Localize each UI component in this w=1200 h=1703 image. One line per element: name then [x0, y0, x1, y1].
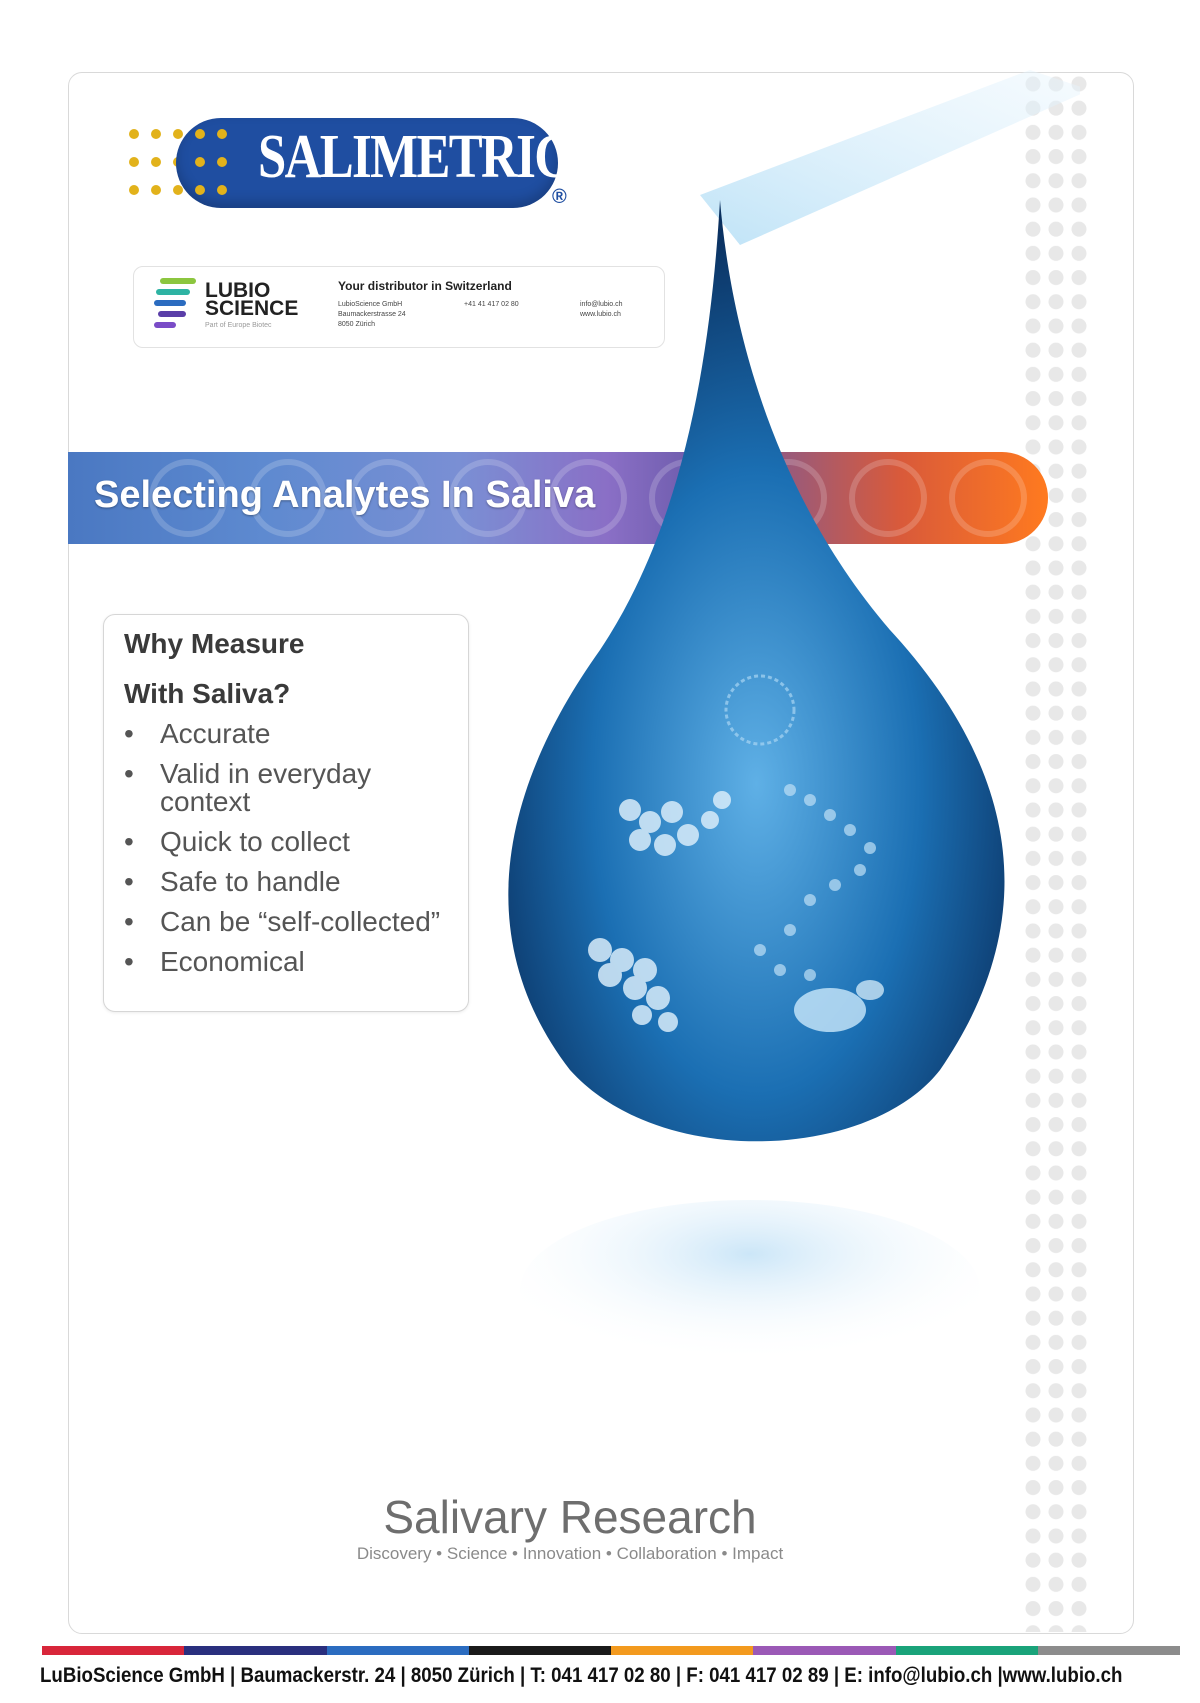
- footer-color-bar: [42, 1646, 1180, 1655]
- distributor-phone: +41 41 417 02 80: [464, 301, 519, 308]
- saliva-drop-illustration: [490, 70, 1080, 1400]
- color-bar-segment: [184, 1646, 326, 1655]
- bullet-icon: •: [124, 946, 134, 977]
- benefits-list: [120, 720, 460, 988]
- info-heading-line2: With Saliva?: [124, 678, 291, 709]
- bullet-icon: •: [124, 718, 134, 749]
- list-item: [120, 760, 460, 816]
- distributor-web-link[interactable]: www.lubio.ch: [580, 311, 621, 318]
- list-item-label: Valid in everyday context: [160, 758, 372, 817]
- address-line: Baumackerstrasse 24: [338, 311, 406, 318]
- banner-title: Selecting Analytes In Saliva: [94, 474, 596, 516]
- list-item-label: Economical: [160, 946, 305, 977]
- distributor-address: [338, 300, 406, 330]
- color-bar-segment: [327, 1646, 469, 1655]
- list-item: [120, 828, 460, 856]
- lubio-top: LUBIO: [205, 279, 271, 302]
- address-line: 8050 Zürich: [338, 321, 375, 328]
- lubio-bottom: SCIENCE: [205, 297, 299, 320]
- color-bar-segment: [1038, 1646, 1180, 1655]
- info-heading-line1: Why Measure: [124, 628, 305, 659]
- salivary-research-tagline: Discovery • Science • Innovation • Collaboration • Impact: [356, 1544, 784, 1563]
- color-bar-segment: [42, 1646, 184, 1655]
- color-bar-segment: [469, 1646, 611, 1655]
- salimetrics-wordmark: SALIMETRICS: [258, 123, 596, 191]
- list-item: [120, 868, 460, 896]
- distributor-title: Your distributor in Switzerland: [338, 279, 512, 293]
- registered-mark: ®: [552, 186, 567, 208]
- lubioscience-wordmark: [205, 279, 299, 320]
- list-item-label: Can be “self-collected”: [160, 906, 441, 937]
- footer-contact-line: LuBioScience GmbH | Baumackerstr. 24 | 8050 Zürich | T: 041 417 02 80 | F: 041 417 02 89 | E: info@lubio.ch |www.lubio.ch: [40, 1664, 1123, 1687]
- color-bar-segment: [611, 1646, 753, 1655]
- color-bar-segment: [896, 1646, 1038, 1655]
- bullet-icon: •: [124, 906, 134, 937]
- logo-dots-inner-icon: [190, 118, 250, 208]
- bullet-icon: •: [124, 866, 134, 897]
- distributor-email-link[interactable]: info@lubio.ch: [580, 301, 623, 308]
- list-item-label: Safe to handle: [160, 866, 341, 897]
- salivary-research-title: Salivary Research: [383, 1491, 757, 1543]
- address-line: LubioScience GmbH: [338, 301, 403, 308]
- list-item: [120, 948, 460, 976]
- color-bar-segment: [753, 1646, 895, 1655]
- list-item-label: Accurate: [160, 718, 271, 749]
- bullet-icon: •: [124, 826, 134, 857]
- bullet-icon: •: [124, 758, 134, 789]
- list-item: [120, 720, 460, 748]
- lubio-subtitle: Part of Europe Biotec: [205, 322, 272, 329]
- list-item: [120, 908, 460, 936]
- list-item-label: Quick to collect: [160, 826, 350, 857]
